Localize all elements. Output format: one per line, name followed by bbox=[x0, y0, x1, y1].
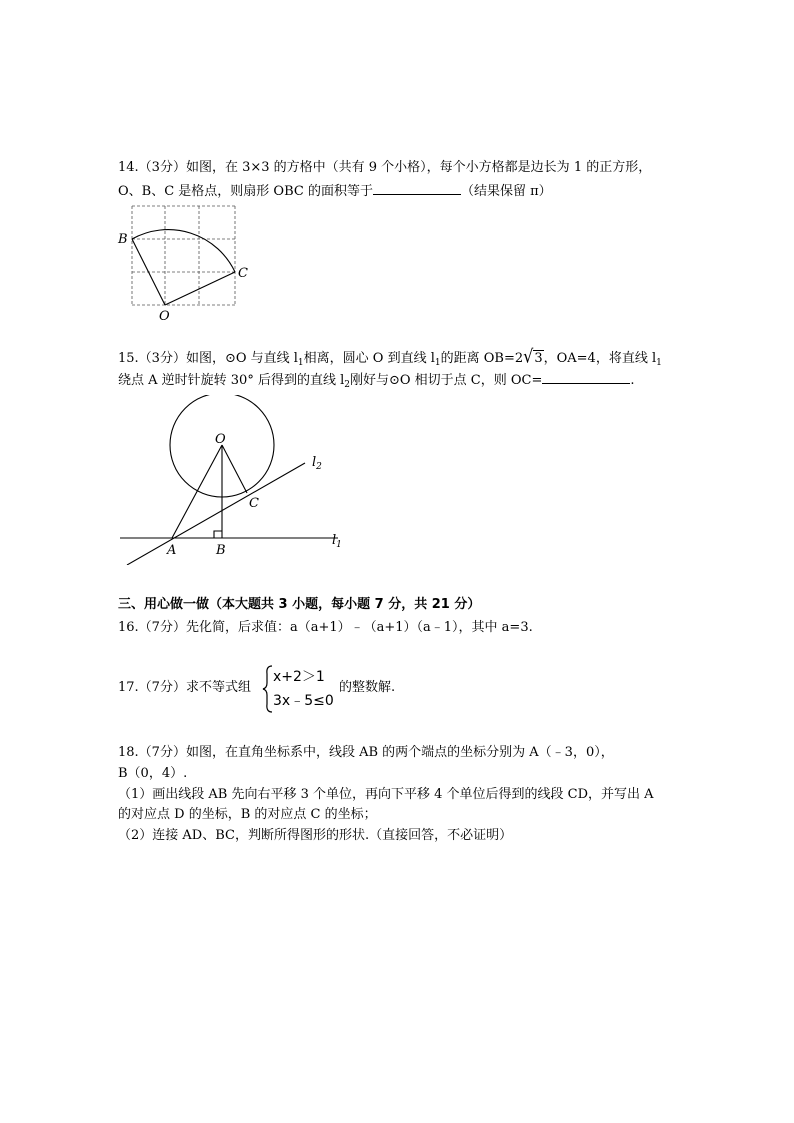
q14-line2-text: O、B、C 是格点，则扇形 OBC 的面积等于 bbox=[118, 184, 373, 199]
q15-line2-b: 刚好与⊙O 相切于点 C，则 OC= bbox=[349, 373, 543, 388]
q15-circle-figure bbox=[115, 395, 360, 565]
q18-line4: 的对应点 D 的坐标，B 的对应点 C 的坐标； bbox=[118, 807, 377, 822]
q18-line1: 18.（7分）如图，在直角坐标系中，线段 AB 的两个端点的坐标分别为 A（﹣3，0）， bbox=[118, 745, 614, 760]
q15-line1 bbox=[118, 345, 662, 372]
q15-label-c: C bbox=[249, 496, 259, 511]
q18-line5: （2）连接 AD、BC，判断所得图形的形状.（直接回答，不必证明） bbox=[118, 828, 513, 843]
q15-label-l2 bbox=[312, 455, 322, 472]
q16-text: 16.（7分）先化简，后求值：a（a+1）﹣（a+1）（a﹣1），其中 a=3. bbox=[118, 620, 533, 635]
q15-right-angle-mark bbox=[214, 531, 222, 538]
q15-sub-1: 1 bbox=[297, 358, 304, 368]
q15-answer-blank bbox=[542, 370, 630, 384]
q14-line2-tail: （结果保留 π） bbox=[460, 184, 552, 199]
q15-line1-b: 相离，圆心 O 到直线 l bbox=[303, 351, 435, 366]
q14-grid-figure bbox=[112, 198, 252, 326]
q15-label-l2-sub: 2 bbox=[316, 462, 322, 472]
q15-sub-4: 2 bbox=[344, 380, 350, 390]
q15-label-l2-letter: l bbox=[312, 455, 317, 470]
q17-inequality-2: 3x﹣5≤0 bbox=[273, 693, 334, 709]
q17-inequality-1: x+2＞1 bbox=[273, 669, 325, 685]
q14-label-o: O bbox=[159, 309, 170, 324]
q14-label-c: C bbox=[238, 266, 248, 281]
q17-pre: 17.（7分）求不等式组 bbox=[118, 680, 251, 695]
q18-line3: （1）画出线段 AB 先向右平移 3 个单位，再向下平移 4 个单位后得到的线段 CD，并写出 A bbox=[118, 787, 654, 802]
q15-line2-c: . bbox=[630, 373, 635, 388]
q15-sqrt: √3 bbox=[523, 345, 543, 368]
q15-label-a: A bbox=[167, 543, 177, 558]
q15-sub-3: 1 bbox=[656, 358, 662, 368]
q15-segment-oc bbox=[222, 445, 247, 493]
q15-line2-a: 绕点 A 逆时针旋转 30° 后得到的直线 l bbox=[118, 373, 345, 388]
q18-line2: B（0，4）. bbox=[118, 766, 188, 781]
q15-sub-2: 1 bbox=[434, 358, 441, 368]
q15-segment-oa bbox=[172, 445, 222, 538]
q15-figure-lines bbox=[120, 395, 338, 565]
q15-line1-c: 的距离 OB=2 bbox=[440, 351, 524, 366]
q15-label-l1-sub: 1 bbox=[336, 540, 342, 550]
q14-answer-blank bbox=[373, 181, 461, 195]
q17-post: 的整数解. bbox=[339, 680, 396, 695]
q15-line2 bbox=[118, 370, 635, 394]
q14-grid-lines bbox=[132, 206, 235, 305]
q15-line1-a: 15.（3分）如图，⊙O 与直线 l bbox=[118, 351, 298, 366]
q14-sector bbox=[132, 230, 235, 305]
q14-label-b: B bbox=[118, 232, 128, 247]
q15-label-b: B bbox=[216, 543, 226, 558]
q15-line1-d: ，OA=4，将直线 l bbox=[543, 351, 657, 366]
q15-label-l1 bbox=[332, 533, 342, 550]
q14-line1: 14.（3分）如图，在 3×3 的方格中（共有 9 个小格），每个小方格都是边长为 1 的正方形， bbox=[118, 160, 652, 175]
q15-label-o: O bbox=[215, 432, 226, 447]
q15-label-l1-letter: l bbox=[332, 533, 337, 548]
section-3-heading: 三、用心做一做（本大题共 3 小题，每小题 7 分，共 21 分） bbox=[118, 597, 481, 612]
q15-radicand: 3 bbox=[534, 351, 543, 366]
